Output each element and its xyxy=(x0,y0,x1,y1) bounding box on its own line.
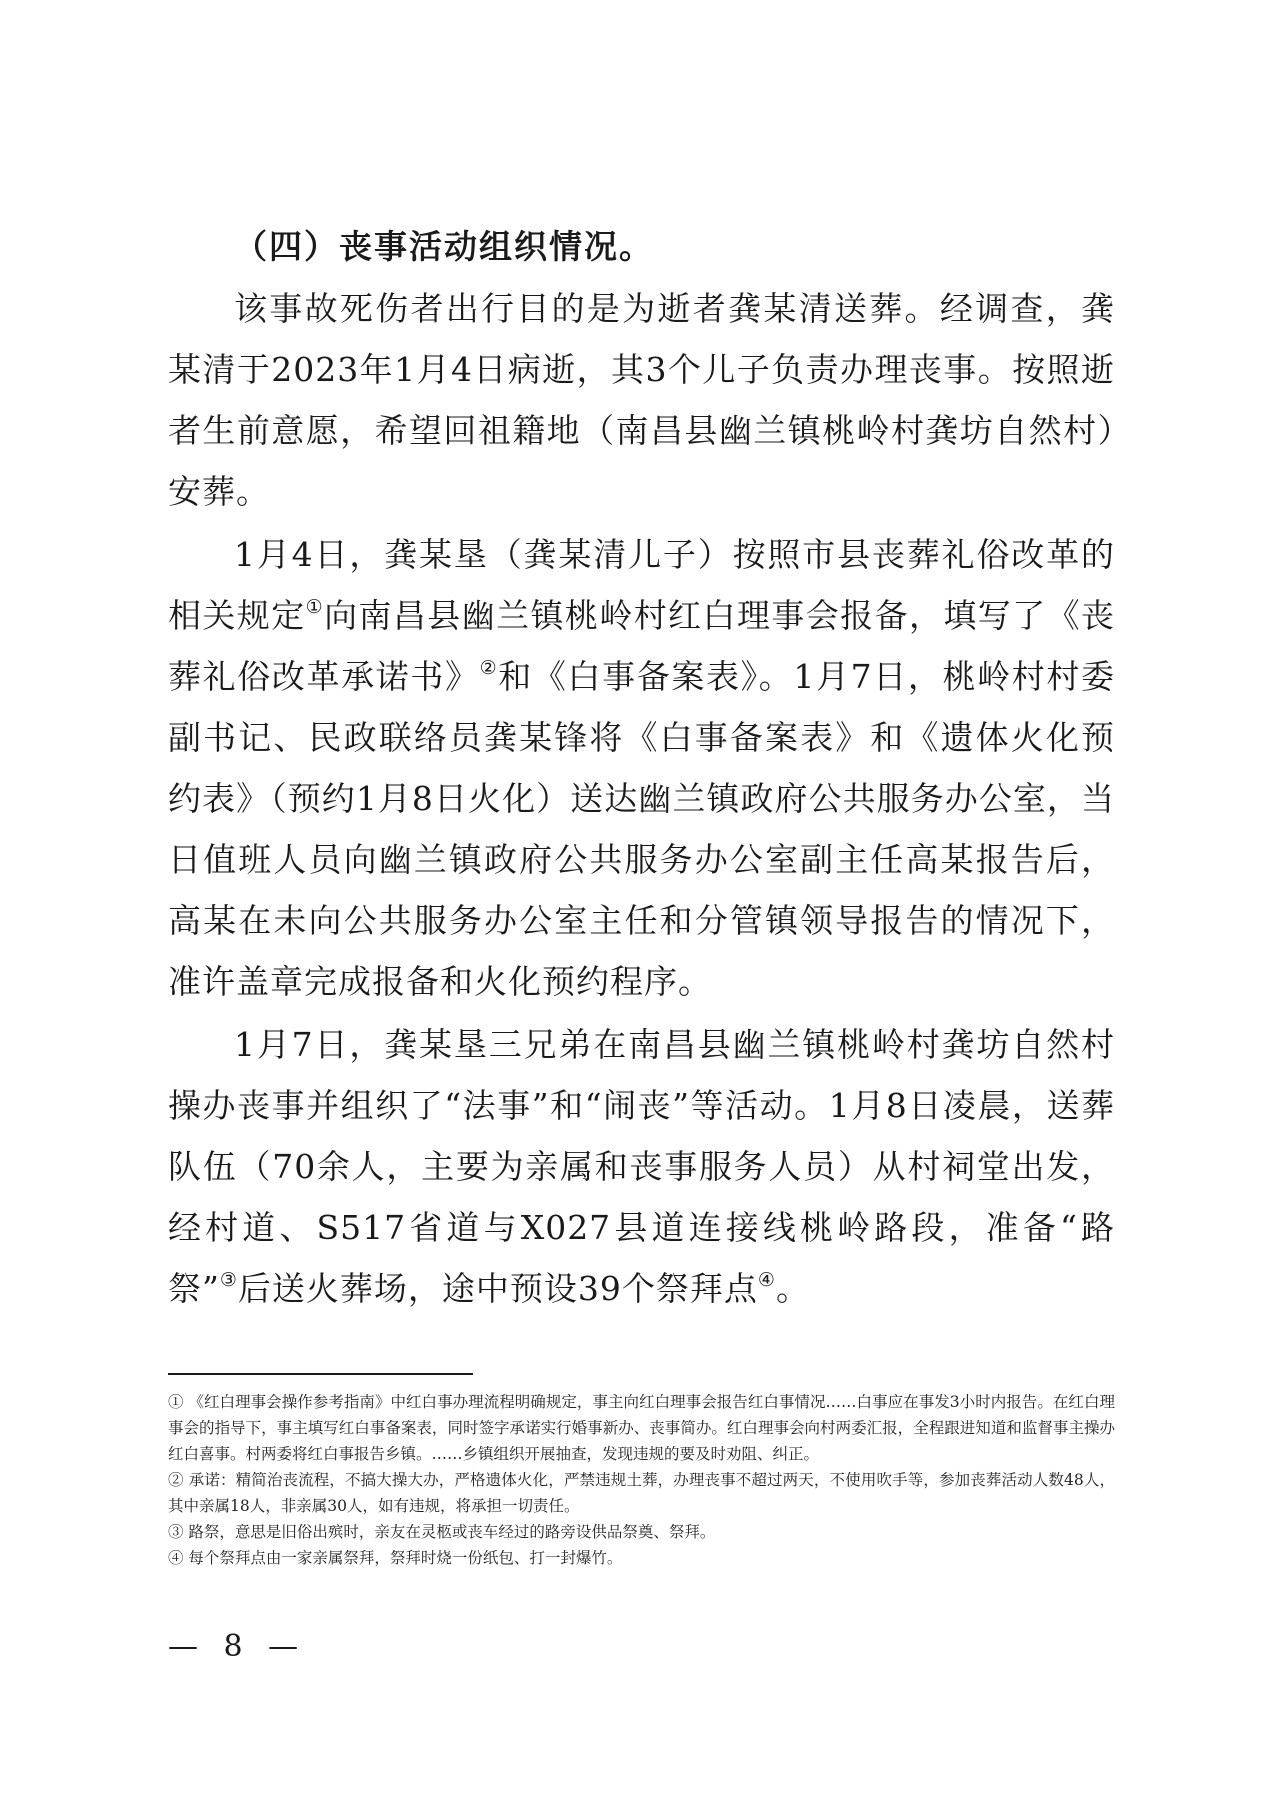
footnote-ref-4[interactable]: ④ xyxy=(757,1269,776,1291)
footnote-4: ④ 每个祭拜点由一家亲属祭拜，祭拜时烧一份纸包、打一封爆竹。 xyxy=(168,1549,623,1567)
paragraph-text: 和《白事备案表》。1月7日，桃岭村村委副书记、民政联络员龚某锋将《白事备案表》和《遗体火化预约表》（预约1月8日火化）送达幽兰镇政府公共服务办公室，当日值班人员向幽兰镇政府公共服务办公室副主任高某报告后，高某在未向公共服务办公室主任和分管镇领导报告的情况下，准许盖章完成报备和火化预约程序。 xyxy=(168,657,1116,1001)
paragraph-3 xyxy=(168,1014,1115,1319)
footnote-ref-2[interactable]: ② xyxy=(479,657,499,679)
paragraph-2 xyxy=(168,524,1115,1012)
footnote-ref-1[interactable]: ① xyxy=(305,596,325,618)
paragraph-text: 该事故死伤者出行目的是为逝者龚某清送葬。经调查，龚某清于2023年1月4日病逝，其3个儿子负责办理丧事。按照逝者生前意愿，希望回祖籍地（南昌县幽兰镇桃岭村龚坊自然村）安葬。 xyxy=(168,289,1115,511)
paragraph-text: 1月7日，龚某垦三兄弟在南昌县幽兰镇桃岭村龚坊自然村操办丧事并组织了“法事”和“闹丧”等活动。1月8日凌晨，送葬队伍（70余人，主要为亲属和丧事服务人员）从村祠堂出发，经村道、S517省道与X027县道连接线桃岭路段，准备“路祭” xyxy=(168,1025,1115,1308)
body-text xyxy=(168,218,1115,1319)
paragraph-1 xyxy=(168,278,1115,522)
footnote-1: ① 《红白理事会操作参考指南》中红白事办理流程明确规定，事主向红白理事会报告红白事情况……白事应在事发3小时内报告。在红白理事会的指导下，事主填写红白事备案表，同时签字承诺实行婚事新办、丧事简办。红白理事会向村两委汇报，全程跟进知道和监督事主操办红白喜事。村两委将红白事报告乡镇。……乡镇组织开展抽查，发现违规的要及时劝阻、纠正。 xyxy=(168,1393,1115,1463)
paragraph-text: 。 xyxy=(775,1269,810,1308)
paragraph-text: 后送火葬场，途中预设39个祭拜点 xyxy=(237,1269,758,1308)
section-heading: （四）丧事活动组织情况。 xyxy=(234,227,654,266)
paragraph-text: 1月4日，龚某垦（龚某清儿子）按照市县丧葬礼俗改革的相关规定 xyxy=(168,535,1115,635)
footnote-3: ③ 路祭，意思是旧俗出殡时，亲友在灵柩或丧车经过的路旁设供品祭奠、祭拜。 xyxy=(168,1523,716,1541)
footnote-divider xyxy=(168,1373,473,1375)
footnote-ref-3[interactable]: ③ xyxy=(219,1269,238,1291)
footnotes xyxy=(168,1389,1115,1571)
page-number: — 8 — xyxy=(168,1629,307,1664)
paragraph-text: 向南昌县幽兰镇桃岭村红白理事会报备，填写了《丧葬礼俗改革承诺书》 xyxy=(168,596,1116,696)
footnote-2: ② 承诺：精简治丧流程，不搞大操大办，严格遗体火化，严禁违规土葬，办理丧事不超过两天，不使用吹手等，参加丧葬活动人数48人，其中亲属18人，非亲属30人，如有违规，将承担一切责任。 xyxy=(168,1471,1115,1515)
